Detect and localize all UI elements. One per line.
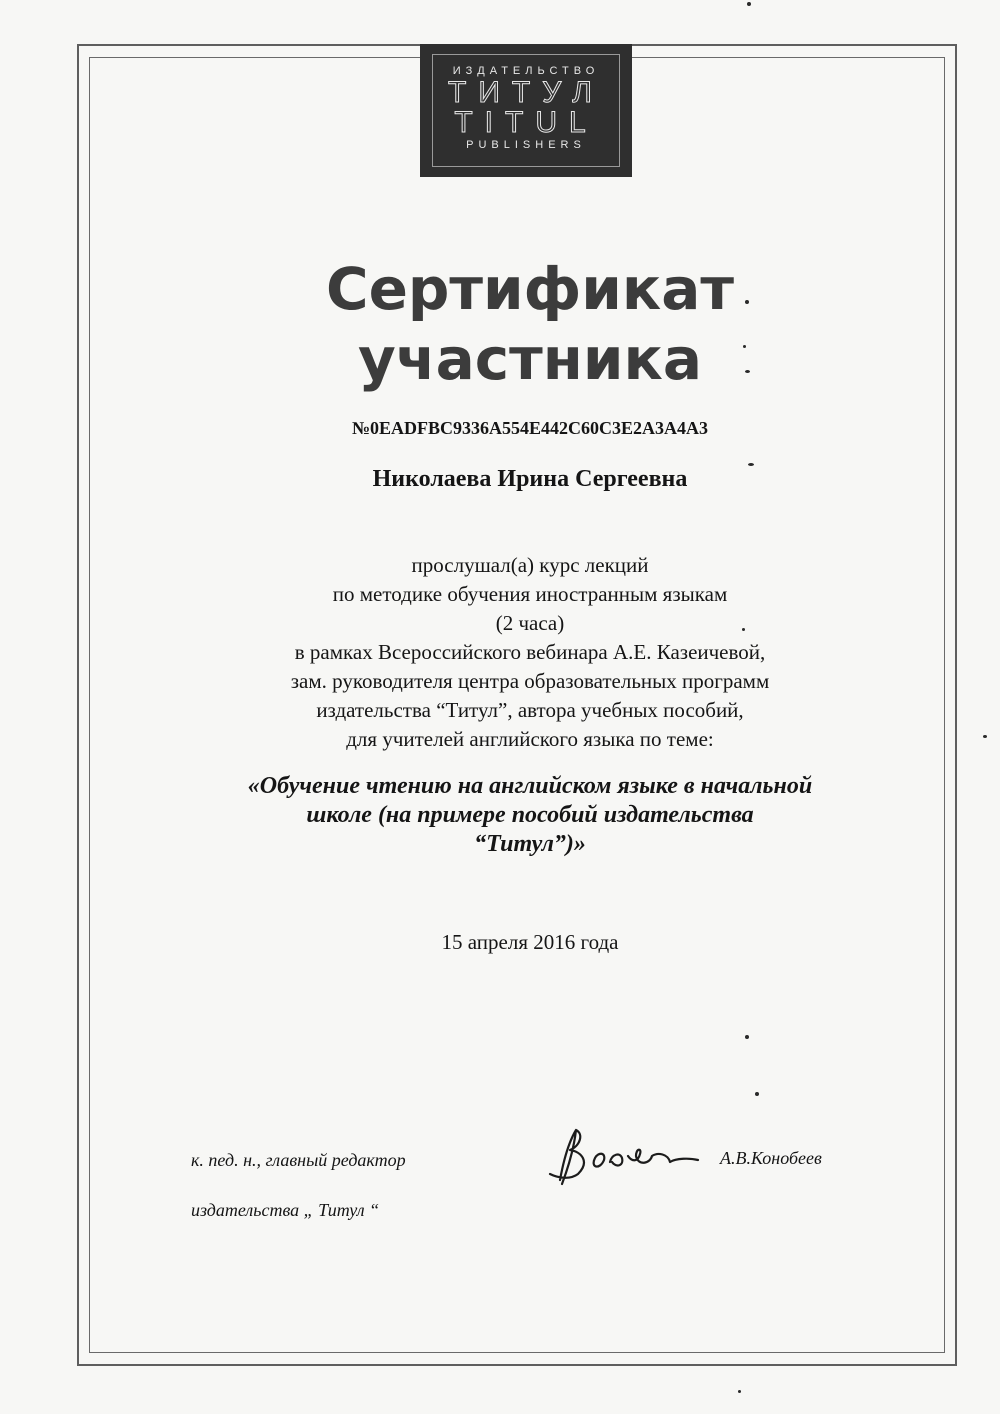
logo-latin-text: TITUL — [454, 106, 598, 139]
logo-cyrillic-text: ТИТУЛ — [448, 76, 604, 109]
body-line-3: (2 часа) — [495, 611, 565, 635]
scan-speck — [743, 345, 746, 348]
topic-line-3: “Титул”)» — [474, 831, 586, 857]
topic-line-2: школе (на примере пособий издательства — [306, 802, 754, 828]
recipient-name: Николаева Ирина Сергеевна — [372, 466, 688, 492]
signatory-name: А.В.Конобеев — [720, 1148, 822, 1168]
publisher-logo-border — [432, 54, 620, 167]
body-line-1: прослушал(а) курс лекций — [411, 553, 649, 577]
scan-speck — [755, 1092, 759, 1096]
scan-speck — [747, 2, 751, 6]
body-line-4: в рамках Всероссийского вебинара А.Е. Казеичевой, — [294, 640, 766, 664]
logo-top-text: ИЗДАТЕЛЬСТВО — [452, 65, 600, 77]
scan-speck — [742, 628, 745, 631]
handwritten-signature — [540, 1118, 700, 1193]
scan-speck — [738, 1390, 741, 1393]
publisher-logo — [420, 44, 632, 177]
body-line-2: по методике обучения иностранным языкам — [332, 582, 728, 606]
body-line-6: издательства “Титул”, автора учебных пособий, — [316, 698, 744, 722]
scan-speck — [745, 1035, 749, 1039]
webinar-topic — [30, 772, 1000, 859]
certificate-title-line2: участника — [358, 325, 702, 393]
scan-speck — [983, 735, 987, 738]
certificate-title-line1: Сертификат — [326, 255, 734, 323]
scan-speck — [745, 300, 749, 304]
certificate-body — [30, 551, 1000, 754]
certificate-date: 15 апреля 2016 года — [441, 930, 619, 954]
signatory-role-line2: издательства „ Титул “ — [191, 1200, 380, 1220]
topic-line-1: «Обучение чтению на английском языке в начальной — [247, 773, 813, 799]
logo-bottom-text: PUBLISHERS — [466, 139, 586, 151]
certificate-number: №0EADFBC9336A554E442C60C3E2A3A4A3 — [351, 418, 709, 438]
body-line-5: зам. руководителя центра образовательных программ — [290, 669, 770, 693]
scan-speck — [748, 463, 754, 466]
body-line-7: для учителей английского языка по теме: — [346, 727, 714, 751]
scan-speck — [745, 370, 750, 373]
signatory-role-line1: к. пед. н., главный редактор — [191, 1150, 406, 1170]
